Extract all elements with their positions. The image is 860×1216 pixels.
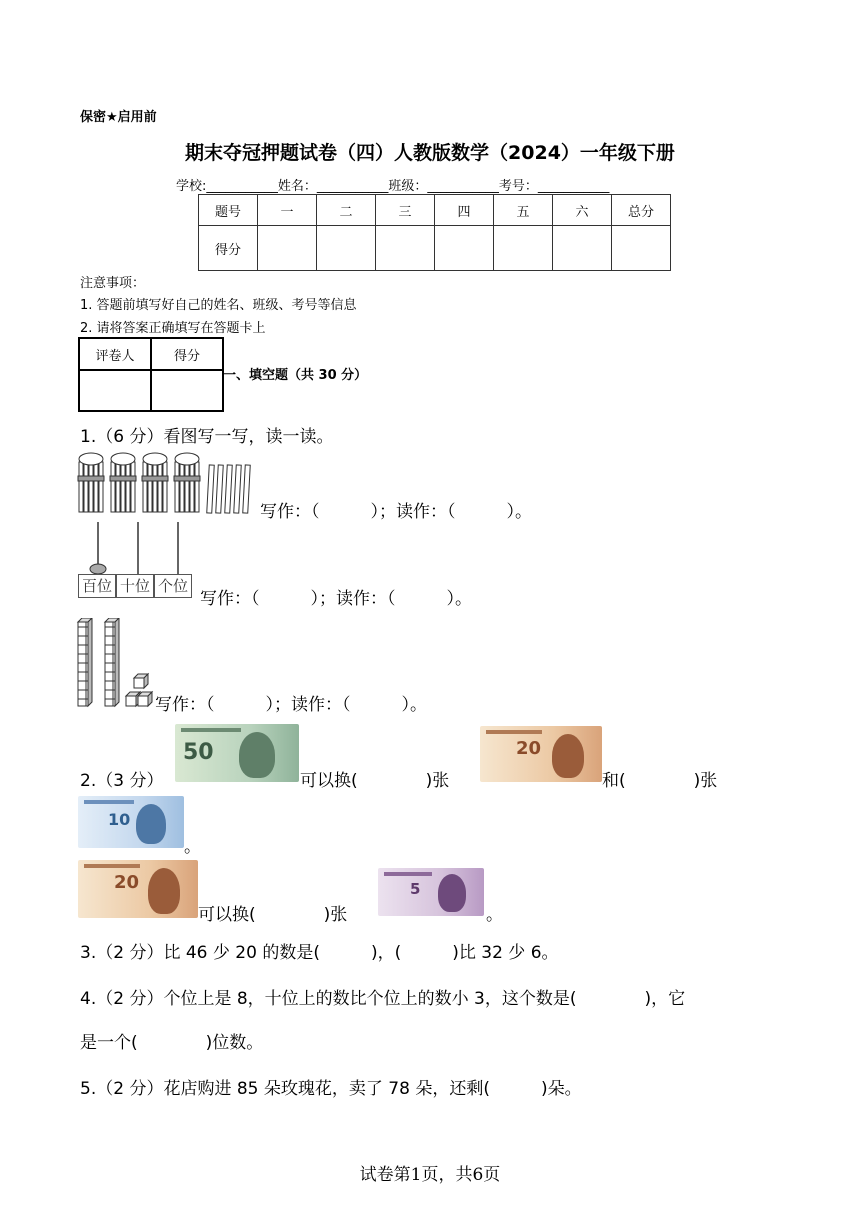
question-1-answer-line-c[interactable]: 写作：（ ）；读作：（ ）。 <box>155 695 427 715</box>
stick-bundle <box>142 453 168 512</box>
question-3-text[interactable]: 3.（2 分）比 46 少 20 的数是( )，( )比 32 少 6。 <box>80 943 559 963</box>
banknote-denomination: 50 <box>183 740 214 765</box>
banknote-header-strip <box>84 864 140 868</box>
portrait-figure <box>239 732 275 778</box>
banknote-20-image <box>78 860 198 918</box>
stick-bundle <box>110 453 136 512</box>
question-1-stem: 1.（6 分）看图写一写，读一读。 <box>80 427 334 447</box>
question-4-line-1[interactable]: 4.（2 分）个位上是 8，十位上的数比个位上的数小 3，这个数是( )，它 <box>80 989 686 1009</box>
banknote-header-strip <box>181 728 241 732</box>
notes-item: 1. 答题前填写好自己的姓名、班级、考号等信息 <box>80 298 357 313</box>
page-footer: 试卷第1页，共6页 <box>359 1165 501 1185</box>
question-2-period: 。 <box>184 837 201 857</box>
question-1-answer-line-b[interactable]: 写作：（ ）；读作：（ ）。 <box>200 589 472 609</box>
banknote-20-image <box>480 726 602 782</box>
stick-bundles-illustration <box>76 450 260 514</box>
banknote-10-image <box>78 796 184 848</box>
score-cell[interactable] <box>376 226 435 271</box>
abacus-bead <box>90 564 106 574</box>
base-ten-blocks-illustration <box>76 618 156 708</box>
grader-cell[interactable] <box>79 370 151 411</box>
section-title: 一、填空题（共 30 分） <box>223 368 368 383</box>
question-2-text-a[interactable]: 可以换( )张 <box>300 771 450 791</box>
score-cell[interactable] <box>317 226 376 271</box>
single-sticks <box>207 465 251 513</box>
score-cell[interactable] <box>435 226 494 271</box>
banknote-5-image <box>378 868 484 916</box>
unit-cube <box>134 674 148 688</box>
banknote-50-image <box>175 724 299 782</box>
place-ones-label: 个位 <box>154 574 192 598</box>
score-header-cell: 总分 <box>612 195 671 226</box>
question-1-answer-line-a[interactable]: 写作：（ ）；读作：（ ）。 <box>260 502 532 522</box>
score-table <box>198 194 671 271</box>
banknote-header-strip <box>384 872 432 876</box>
banknote-denomination: 20 <box>516 738 542 759</box>
place-tens-label: 十位 <box>116 574 154 598</box>
notes-item: 2. 请将答案正确填写在答题卡上 <box>80 321 266 336</box>
question-2-period: 。 <box>486 905 503 925</box>
banknote-header-strip <box>486 730 542 734</box>
banknote-denomination: 5 <box>410 880 421 898</box>
grader-header: 得分 <box>151 338 223 370</box>
score-cell[interactable] <box>494 226 553 271</box>
score-cell[interactable] <box>612 226 671 271</box>
exam-title: 期末夺冠押题试卷（四）人教版数学（2024）一年级下册 <box>185 142 675 164</box>
score-header-cell: 四 <box>435 195 494 226</box>
grader-header: 评卷人 <box>79 338 151 370</box>
stick-bundle <box>78 453 104 512</box>
place-value-labels <box>78 574 192 598</box>
ten-rod <box>105 618 119 706</box>
banknote-denomination: 10 <box>108 810 131 829</box>
question-2-prefix: 2.（3 分） <box>80 771 164 791</box>
portrait-figure <box>552 734 584 778</box>
portrait-figure <box>136 804 166 844</box>
counting-frame-rods <box>76 520 200 576</box>
score-header-cell: 三 <box>376 195 435 226</box>
portrait-figure <box>438 874 466 912</box>
question-4-line-2[interactable]: 是一个( )位数。 <box>80 1033 264 1053</box>
student-info-line[interactable]: 学校:___________姓名：___________班级：___________考号：___________ <box>176 179 610 194</box>
unit-cube <box>138 692 152 706</box>
stick-bundle <box>174 453 200 512</box>
secret-tag: 保密★启用前 <box>80 110 157 125</box>
place-hundreds-label: 百位 <box>78 574 116 598</box>
question-2-text-b[interactable]: 和( )张 <box>602 771 718 791</box>
score-header-cell: 二 <box>317 195 376 226</box>
score-header-cell: 五 <box>494 195 553 226</box>
banknote-denomination: 20 <box>114 872 140 893</box>
question-2-text-c[interactable]: 可以换( )张 <box>198 905 348 925</box>
portrait-figure <box>148 868 180 914</box>
score-header-cell: 六 <box>553 195 612 226</box>
question-5-text[interactable]: 5.（2 分）花店购进 85 朵玫瑰花，卖了 78 朵，还剩( )朵。 <box>80 1079 582 1099</box>
score-cell[interactable] <box>258 226 317 271</box>
score-row-label: 得分 <box>199 226 258 271</box>
ten-rod <box>78 618 92 706</box>
grader-cell[interactable] <box>151 370 223 411</box>
notes-heading: 注意事项： <box>80 276 146 291</box>
score-header-cell: 题号 <box>199 195 258 226</box>
score-cell[interactable] <box>553 226 612 271</box>
grader-table <box>78 337 224 412</box>
banknote-header-strip <box>84 800 134 804</box>
score-header-cell: 一 <box>258 195 317 226</box>
